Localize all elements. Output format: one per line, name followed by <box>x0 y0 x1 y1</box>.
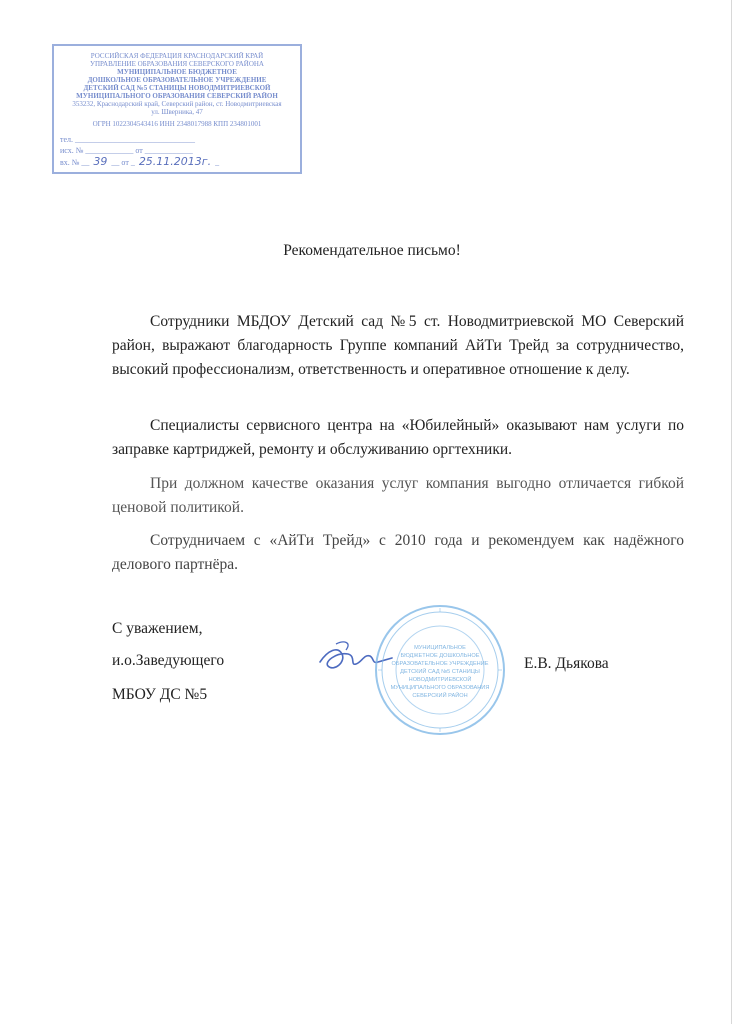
stamp-handwritten-date: 25.11.2013г. <box>138 155 212 168</box>
stamp-org-line: МУНИЦИПАЛЬНОГО ОБРАЗОВАНИЯ СЕВЕРСКИЙ РАЙОН <box>76 92 278 100</box>
letter-title: Рекомендательное письмо! <box>283 242 461 259</box>
letter-paragraph: Сотрудничаем с «АйТи Трейд» с 2010 года и рекомендуем как надёжного делового партнёра. <box>112 532 684 573</box>
stamp-date-prefix: от <box>121 158 129 167</box>
seal-text-line: БЮДЖЕТНОЕ ДОШКОЛЬНОЕ <box>400 653 480 659</box>
seal-text-line: НОВОДМИТРИЕВСКОЙ <box>408 677 472 683</box>
stamp-org-line: РОССИЙСКАЯ ФЕДЕРАЦИЯ КРАСНОДАРСКИЙ КРАЙ <box>90 52 264 60</box>
scan-edge-line <box>731 0 732 1024</box>
stamp-org-line: ДОШКОЛЬНОЕ ОБРАЗОВАТЕЛЬНОЕ УЧРЕЖДЕНИЕ <box>87 76 267 84</box>
stamp-registration-fields: тел. ______________________________ исх. № ____________ от ____________ вх. № __ 39 __ от _ 25.11.2013г. _ <box>60 135 220 168</box>
stamp-in-label: вх. № <box>60 158 80 167</box>
stamp-ogrn: ОГРН 1022304543416 ИНН 2348017988 КПП 234801001 <box>92 120 262 128</box>
stamp-tel-label: тел. <box>60 135 74 144</box>
seal-text-line: ДЕТСКИЙ САД №5 СТАНИЦЫ <box>400 669 480 675</box>
letter-paragraph: При должном качестве оказания услуг компания выгодно отличается гибкой ценовой политикой. <box>112 475 684 516</box>
seal-text-line: ОБРАЗОВАТЕЛЬНОЕ УЧРЕЖДЕНИЕ <box>391 661 489 667</box>
stamp-org-line: МУНИЦИПАЛЬНОЕ БЮДЖЕТНОЕ <box>117 68 237 76</box>
stamp-out-label: исх. № <box>60 146 84 155</box>
letter-paragraph: Специалисты сервисного центра на «Юбилейный» оказывают нам услуги по заправке картриджей, ремонту и обслуживанию оргтехники. <box>112 417 684 458</box>
seal-text-line: СЕВЕРСКИЙ РАЙОН <box>412 693 468 699</box>
seal-text-line: МУНИЦИПАЛЬНОГО ОБРАЗОВАНИЯ <box>390 685 490 691</box>
registration-stamp <box>52 44 302 174</box>
stamp-org-line: ДЕТСКИЙ САД №5 СТАНИЦЫ НОВОДМИТРИЕВСКОЙ <box>83 84 271 92</box>
stamp-org-line: УПРАВЛЕНИЕ ОБРАЗОВАНИЯ СЕВЕРСКОГО РАЙОНА <box>90 60 264 68</box>
stamp-handwritten-number: 39 <box>93 155 108 168</box>
closing-text: С уважением, <box>112 620 203 637</box>
stamp-org-line: ул. Шверника, 47 <box>151 108 203 116</box>
stamp-org-line: 353232, Краснодарский край, Северский район, ст. Новодмитриевская <box>72 100 282 108</box>
round-seal <box>372 603 508 737</box>
letter-paragraph: Сотрудники МБДОУ Детский сад №5 ст. Новодмитриевской МО Северский район, выражают благодарность Группе компаний АйТи Трейд за сотрудничество, высокий профессионализм, ответственность и оперативное отношение к делу. <box>112 313 684 378</box>
signer-name: Е.В. Дьякова <box>524 655 609 672</box>
signer-position: и.о.Заведующего <box>112 652 225 669</box>
seal-text-line: МУНИЦИПАЛЬНОЕ <box>414 645 466 651</box>
signer-organization: МБОУ ДС №5 <box>112 686 208 703</box>
stamp-date-prefix: от <box>135 146 143 155</box>
